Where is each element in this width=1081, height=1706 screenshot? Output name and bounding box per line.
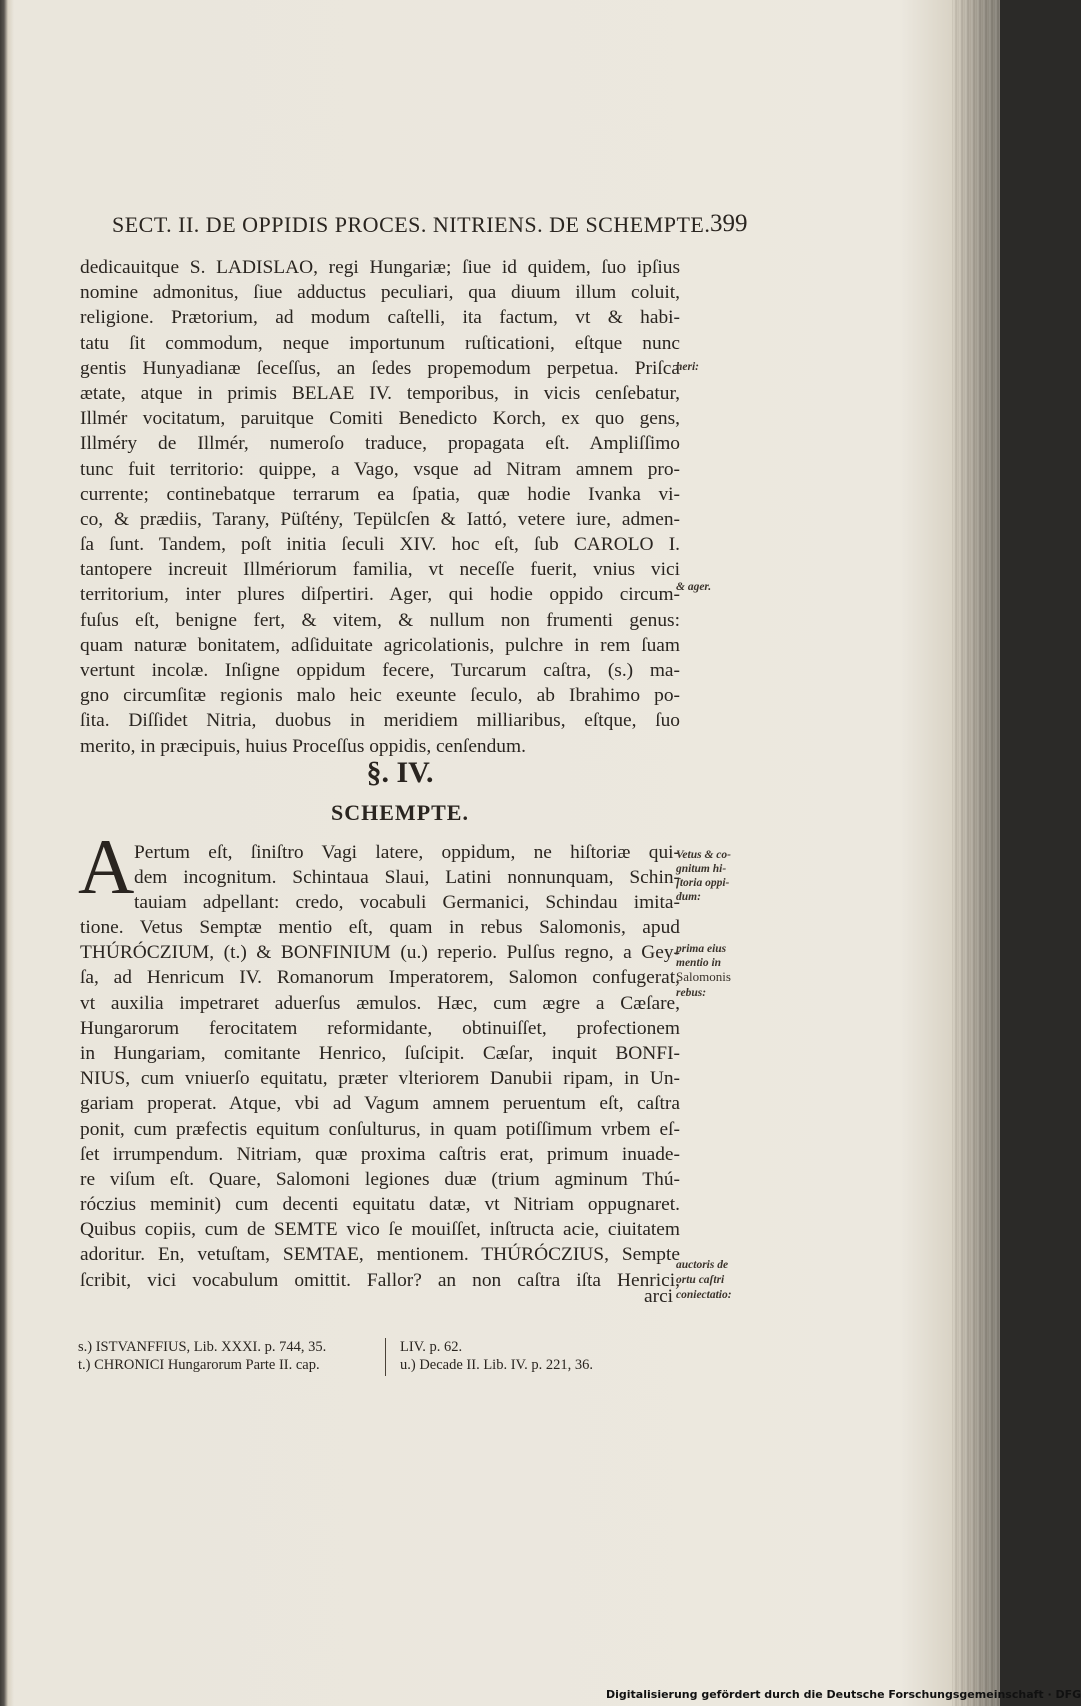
text-line: nomine admonitus, ſiue adductus peculiari, qua diuum illum coluit, [80, 282, 680, 304]
text-line: vertunt incolæ. Inſigne oppidum fecere, Turcarum caſtra, (s.) ma- [80, 660, 680, 681]
marginal-note-vetus: gnitum hi- [676, 863, 727, 875]
marginal-note-heri: heri: [676, 361, 699, 373]
text-line: NIUS, cum vniuerſo equitatu, præter vlteriorem Danubii ripam, in Un- [80, 1068, 680, 1090]
text-line: ſa, ad Henricum IV. Romanorum Imperatorem, Salomon confugerat, [80, 967, 680, 989]
text-line: Illmér vocitatum, paruitque Comiti Benedicto Korch, ex quo gens, [80, 408, 680, 430]
text-line: Pertum eſt, ſiniſtro Vagi latere, oppidum, ne hiſtoriæ qui- [134, 842, 680, 863]
marginal-note-auctoris: auctoris de [676, 1259, 729, 1271]
text-line: ſcribit, vici vocabulum omittit. Fallor? an non caſtra iſta Henrici, [80, 1269, 680, 1291]
section-title: SCHEMPTE. [331, 800, 469, 825]
text-line: ſita. Diſſidet Nitria, duobus in meridiem milliaribus, eſtque, ſuo [80, 710, 680, 732]
marginal-note-ager: & ager. [676, 581, 712, 593]
text-line: territorium, inter plures diſpertiri. Ager, qui hodie oppido circum- [80, 584, 680, 606]
digitization-credit: Digitalisierung gefördert durch die Deutsche Forschungsgemeinschaft · DFG [606, 1688, 1081, 1701]
marginal-note-auctoris: coniectatio: [676, 1289, 732, 1301]
marginal-note-vetus: ſtoria oppi- [676, 877, 730, 889]
text-line: Quibus copiis, cum de SEMTE vico ſe mouiſſet, inſtructa acie, ciuitatem [80, 1219, 680, 1241]
text-line: re viſum eſt. Quare, Salomoni legiones duæ (trium agminum Thú- [80, 1168, 680, 1190]
marginal-note-prima: Salomonis [676, 969, 731, 984]
text-line: THÚRÓCZIUM, (t.) & BONFINIUM (u.) reperio. Pulſus regno, a Gey- [80, 942, 680, 964]
text-line: gariam properat. Atque, vbi ad Vagum amnem peruentum eſt, caſtra [80, 1093, 680, 1115]
marginal-note-prima: prima eius [676, 943, 727, 955]
text-line: religione. Prætorium, ad modum caſtelli, ita factum, vt & habi- [80, 307, 680, 329]
text-line: vt auxilia impetraret aduerſus æmulos. Hæc, cum ægre a Cæſare, [80, 992, 680, 1014]
text-line: dedicauitque S. LADISLAO, regi Hungariæ; ſiue id quidem, ſuo ipſius [80, 257, 680, 278]
marginal-note-vetus: Vetus & co- [676, 849, 731, 861]
text-line: tatu ſit commodum, neque importunum ruſticationi, eſtque nunc [80, 332, 680, 354]
marginal-note-prima: mentio in [676, 957, 722, 969]
text-line: ponit, cum præfectis equitum conſulturus, in quam potiſſimum vrbem eſ- [80, 1118, 680, 1140]
footnote-u: u.) Decade II. Lib. IV. p. 221, 36. [400, 1357, 594, 1373]
text-line: quam naturæ bonitatem, adſiduitate agricolationis, pulchre in rem ſuam [80, 634, 680, 656]
text-line: tauiam adpellant: credo, vocabuli Germanici, Schindau imita- [134, 892, 680, 914]
footnote-t-continued: LIV. p. 62. [400, 1339, 463, 1355]
paragraph-1 [80, 255, 680, 759]
text-line: co, & prædiis, Tarany, Püſtény, Tepülcſen & Iattó, vetere iure, admen- [80, 508, 680, 530]
text-line: Illméry de Illmér, numeroſo traduce, propagata eſt. Ampliſſimo [80, 433, 680, 455]
paragraph-2 [80, 915, 680, 1293]
text-line: in Hungariam, comitante Henrico, ſuſcipit. Cæſar, inquit BONFI- [80, 1042, 680, 1064]
footnote-t: t.) CHRONICI Hungarorum Parte II. cap. [78, 1357, 320, 1373]
text-line: currente; continebatque terrarum ea ſpatia, quæ hodie Ivanka vi- [80, 483, 680, 505]
paragraph-2-indented [134, 840, 680, 916]
page-number: 399 [710, 210, 748, 237]
marginal-note-auctoris: ortu caſtri [676, 1274, 725, 1286]
text-line: tione. Vetus Semptæ mentio eſt, quam in rebus Salomonis, apud [80, 917, 680, 938]
page-edge [952, 0, 1000, 1706]
marginal-note-vetus: dum: [676, 891, 701, 903]
text-line: ſet irrumpendum. Nitriam, quæ proxima caſtris erat, primum inuade- [80, 1143, 680, 1165]
marginal-note-prima: rebus: [676, 987, 707, 999]
running-title: SECT. II. DE OPPIDIS PROCES. NITRIENS. DE SCHEMPTE. [112, 212, 711, 237]
text-line: róczius meminit) cum decenti equitatu datæ, vt Nitriam oppugnaret. [80, 1194, 680, 1216]
text-line: gno circumſitæ regionis malo heic exeunte ſeculo, ab Ibrahimo po- [80, 685, 680, 707]
catchword: arci [644, 1286, 674, 1307]
section-number: §. IV. [366, 756, 434, 789]
text-line: tunc fuit territorio: quippe, a Vago, vsque ad Nitram amnem pro- [80, 458, 680, 480]
text-line: dem incognitum. Schintaua Slaui, Latini nonnunquam, Schin- [134, 867, 680, 889]
footnote-divider [385, 1338, 386, 1376]
footnote-s: s.) ISTVANFFIUS, Lib. XXXI. p. 744, 35. [78, 1339, 327, 1355]
text-line: tantopere increuit Illmériorum familia, vt neceſſe fuerit, vnius vici [80, 559, 680, 581]
text-line: adoritur. En, vetuſtam, SEMTAE, mentionem. THÚRÓCZIUS, Sempte [80, 1244, 680, 1266]
text-line: Hungarorum ferocitatem reformidante, obtinuiſſet, profectionem [80, 1017, 680, 1039]
text-line: fuſus eſt, benigne fert, & vitem, & nullum non frumenti genus: [80, 609, 680, 631]
text-line: ætate, atque in primis BELAE IV. temporibus, in vicis cenſebatur, [80, 382, 680, 404]
drop-cap: A [78, 823, 135, 910]
text-line: ſa ſunt. Tandem, poſt initia ſeculi XIV. hoc eſt, ſub CAROLO I. [80, 534, 680, 556]
text-line: gentis Hunyadianæ ſeceſſus, an ſedes propemodum perpetua. Priſca [80, 357, 680, 379]
text-line: merito, in præcipuis, huius Proceſſus oppidis, cenſendum. [80, 735, 526, 757]
